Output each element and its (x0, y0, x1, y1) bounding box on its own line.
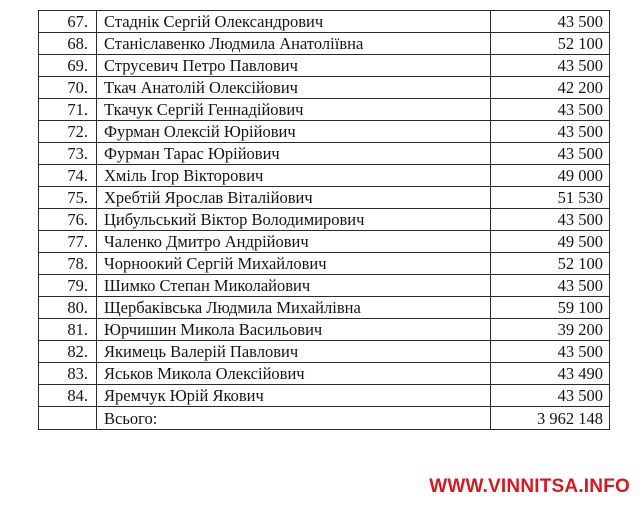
person-name: Шимко Степан Миколайович (97, 275, 491, 297)
table-row (39, 99, 610, 121)
table-row (39, 385, 610, 407)
row-number: 67. (39, 11, 97, 33)
person-name: Яськов Микола Олексійович (97, 363, 491, 385)
total-amount: 3 962 148 (491, 407, 610, 430)
amount-value: 42 200 (491, 77, 610, 99)
payroll-table (38, 10, 610, 430)
person-name: Щербаківська Людмила Михайлівна (97, 297, 491, 319)
amount-value: 43 490 (491, 363, 610, 385)
person-name: Чорноокий Сергій Михайлович (97, 253, 491, 275)
person-name: Фурман Тарас Юрійович (97, 143, 491, 165)
amount-value: 43 500 (491, 341, 610, 363)
person-name: Струсевич Петро Павлович (97, 55, 491, 77)
row-number: 68. (39, 33, 97, 55)
table-row (39, 77, 610, 99)
table-row (39, 55, 610, 77)
table-row (39, 121, 610, 143)
amount-value: 49 000 (491, 165, 610, 187)
person-name: Цибульський Віктор Володимирович (97, 209, 491, 231)
person-name: Фурман Олексій Юрійович (97, 121, 491, 143)
table-row (39, 11, 610, 33)
amount-value: 49 500 (491, 231, 610, 253)
amount-value: 59 100 (491, 297, 610, 319)
row-number: 71. (39, 99, 97, 121)
amount-value: 43 500 (491, 121, 610, 143)
table-body (39, 11, 610, 430)
table-row (39, 165, 610, 187)
amount-value: 43 500 (491, 55, 610, 77)
row-number: 73. (39, 143, 97, 165)
person-name: Ткачук Сергій Геннадійович (97, 99, 491, 121)
amount-value: 51 530 (491, 187, 610, 209)
table-row (39, 231, 610, 253)
total-row (39, 407, 610, 430)
person-name: Юрчишин Микола Васильович (97, 319, 491, 341)
row-number: 69. (39, 55, 97, 77)
person-name: Станіславенко Людмила Анатоліївна (97, 33, 491, 55)
row-number: 70. (39, 77, 97, 99)
row-number: 81. (39, 319, 97, 341)
table-row (39, 143, 610, 165)
table-row (39, 341, 610, 363)
amount-value: 52 100 (491, 33, 610, 55)
row-number: 77. (39, 231, 97, 253)
amount-value: 43 500 (491, 209, 610, 231)
row-number: 76. (39, 209, 97, 231)
table-row (39, 187, 610, 209)
row-number: 82. (39, 341, 97, 363)
total-label: Всього: (97, 407, 491, 430)
person-name: Хребтій Ярослав Віталійович (97, 187, 491, 209)
table-row (39, 363, 610, 385)
row-number: 75. (39, 187, 97, 209)
person-name: Стаднік Сергій Олександрович (97, 11, 491, 33)
amount-value: 39 200 (491, 319, 610, 341)
table-row (39, 319, 610, 341)
row-number: 83. (39, 363, 97, 385)
row-number: 80. (39, 297, 97, 319)
amount-value: 52 100 (491, 253, 610, 275)
site-watermark: WWW.VINNITSA.INFO (429, 476, 630, 497)
row-number: 84. (39, 385, 97, 407)
person-name: Ткач Анатолій Олексійович (97, 77, 491, 99)
row-number: 72. (39, 121, 97, 143)
person-name: Якимець Валерій Павлович (97, 341, 491, 363)
amount-value: 43 500 (491, 385, 610, 407)
row-number: 74. (39, 165, 97, 187)
table-row (39, 33, 610, 55)
amount-value: 43 500 (491, 11, 610, 33)
person-name: Чаленко Дмитро Андрійович (97, 231, 491, 253)
table-row (39, 275, 610, 297)
table-row (39, 297, 610, 319)
row-number: 78. (39, 253, 97, 275)
total-number (39, 407, 97, 430)
person-name: Яремчук Юрій Якович (97, 385, 491, 407)
table-row (39, 209, 610, 231)
amount-value: 43 500 (491, 143, 610, 165)
amount-value: 43 500 (491, 275, 610, 297)
amount-value: 43 500 (491, 99, 610, 121)
person-name: Хміль Ігор Вікторович (97, 165, 491, 187)
table-row (39, 253, 610, 275)
row-number: 79. (39, 275, 97, 297)
